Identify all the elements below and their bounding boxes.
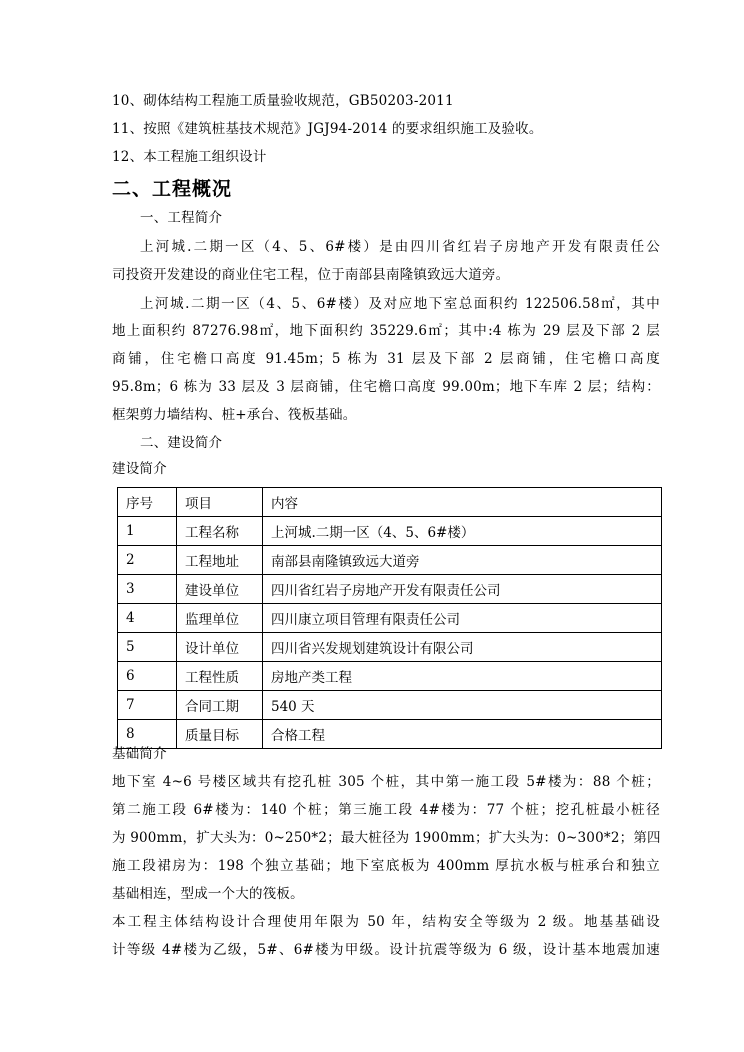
subsection-title-intro: 一、工程简介 [140, 210, 223, 226]
foundation-caption: 基础简介 [112, 746, 167, 762]
intro-para2-line4: 95.8m；6 栋为 33 层及 3 层商铺，住宅檐口高度 99.00m；地下车库 2 层；结构： [112, 379, 660, 395]
cell-no: 3 [118, 575, 177, 604]
table-caption: 建设简介 [112, 461, 167, 477]
cell-content: 四川省兴发规划建筑设计有限公司 [263, 633, 662, 662]
table-row [118, 546, 662, 575]
list-item-12: 12、本工程施工组织设计 [112, 149, 267, 165]
cell-item: 工程性质 [177, 662, 263, 691]
foundation-para-line3: 为 900mm，扩大头为：0~250*2；最大桩径为 1900mm；扩大头为：0~300*2；第四 [112, 830, 661, 846]
cell-no: 4 [118, 604, 177, 633]
intro-para2-line2: 地上面积约 87276.98㎡，地下面积约 35229.6㎡；其中:4 栋为 29 层及下部 2 层 [112, 323, 660, 339]
foundation-para-line2: 第二施工段 6#楼为：140 个桩；第三施工段 4#楼为：77 个桩；挖孔桩最小桩径 [112, 802, 660, 818]
header-cell-item: 项目 [177, 488, 263, 517]
cell-no: 5 [118, 633, 177, 662]
foundation-para-line5: 基础相连，型成一个大的筏板。 [112, 886, 304, 902]
cell-item: 建设单位 [177, 575, 263, 604]
cell-content: 四川康立项目管理有限责任公司 [263, 604, 662, 633]
design-para-line1: 本工程主体结构设计合理使用年限为 50 年，结构安全等级为 2 级。地基基础设 [112, 914, 660, 930]
header-cell-content: 内容 [263, 488, 662, 517]
cell-no: 2 [118, 546, 177, 575]
cell-no: 7 [118, 691, 177, 720]
cell-item: 合同工期 [177, 691, 263, 720]
section-title: 二、工程概况 [112, 178, 233, 200]
intro-para2-line1: 上河城.二期一区（4、5、6#楼）及对应地下室总面积约 122506.58㎡，其中 [140, 296, 660, 312]
cell-item: 设计单位 [177, 633, 263, 662]
intro-para2-line5: 框架剪力墙结构、桩+承台、筏板基础。 [112, 407, 357, 423]
cell-no: 6 [118, 662, 177, 691]
subsection-title-construction: 二、建设简介 [140, 435, 223, 451]
cell-content: 540 天 [263, 691, 662, 720]
cell-item: 工程地址 [177, 546, 263, 575]
table-row [118, 633, 662, 662]
header-cell-no: 序号 [118, 488, 177, 517]
intro-para1-line2: 司投资开发建设的商业住宅工程，位于南部县南隆镇致远大道旁。 [112, 267, 510, 283]
cell-item: 工程名称 [177, 517, 263, 546]
cell-content: 上河城.二期一区（4、5、6#楼） [263, 517, 662, 546]
table-row [118, 691, 662, 720]
foundation-para-line1: 地下室 4~6 号楼区域共有挖孔桩 305 个桩，其中第一施工段 5#楼为：88 个桩； [112, 774, 660, 790]
cell-no: 1 [118, 517, 177, 546]
table-row [118, 604, 662, 633]
table-row [118, 662, 662, 691]
intro-para2-line3: 商铺，住宅檐口高度 91.45m；5 栋为 31 层及下部 2 层商铺，住宅檐口高度 [112, 351, 660, 367]
list-item-11: 11、按照《建筑桩基技术规范》JGJ94-2014 的要求组织施工及验收。 [112, 121, 543, 137]
list-item-10: 10、砌体结构工程施工质量验收规范，GB50203-2011 [112, 93, 454, 109]
table-row [118, 517, 662, 546]
table-row [118, 575, 662, 604]
cell-content: 四川省红岩子房地产开发有限责任公司 [263, 575, 662, 604]
cell-item: 质量目标 [177, 720, 263, 749]
design-para-line2: 计等级 4#楼为乙级，5#、6#楼为甲级。设计抗震等级为 6 级，设计基本地震加速 [112, 942, 660, 958]
intro-para1-line1: 上河城.二期一区（4、5、6#楼）是由四川省红岩子房地产开发有限责任公 [140, 239, 660, 255]
cell-content: 房地产类工程 [263, 662, 662, 691]
table-header-row [118, 488, 662, 517]
cell-item: 监理单位 [177, 604, 263, 633]
cell-content: 南部县南隆镇致远大道旁 [263, 546, 662, 575]
foundation-para-line4: 施工段裙房为：198 个独立基础；地下室底板为 400mm 厚抗水板与桩承台和独立 [112, 858, 660, 874]
cell-content: 合格工程 [263, 720, 662, 749]
cell-no: 8 [118, 720, 177, 749]
construction-info-table [117, 487, 662, 749]
